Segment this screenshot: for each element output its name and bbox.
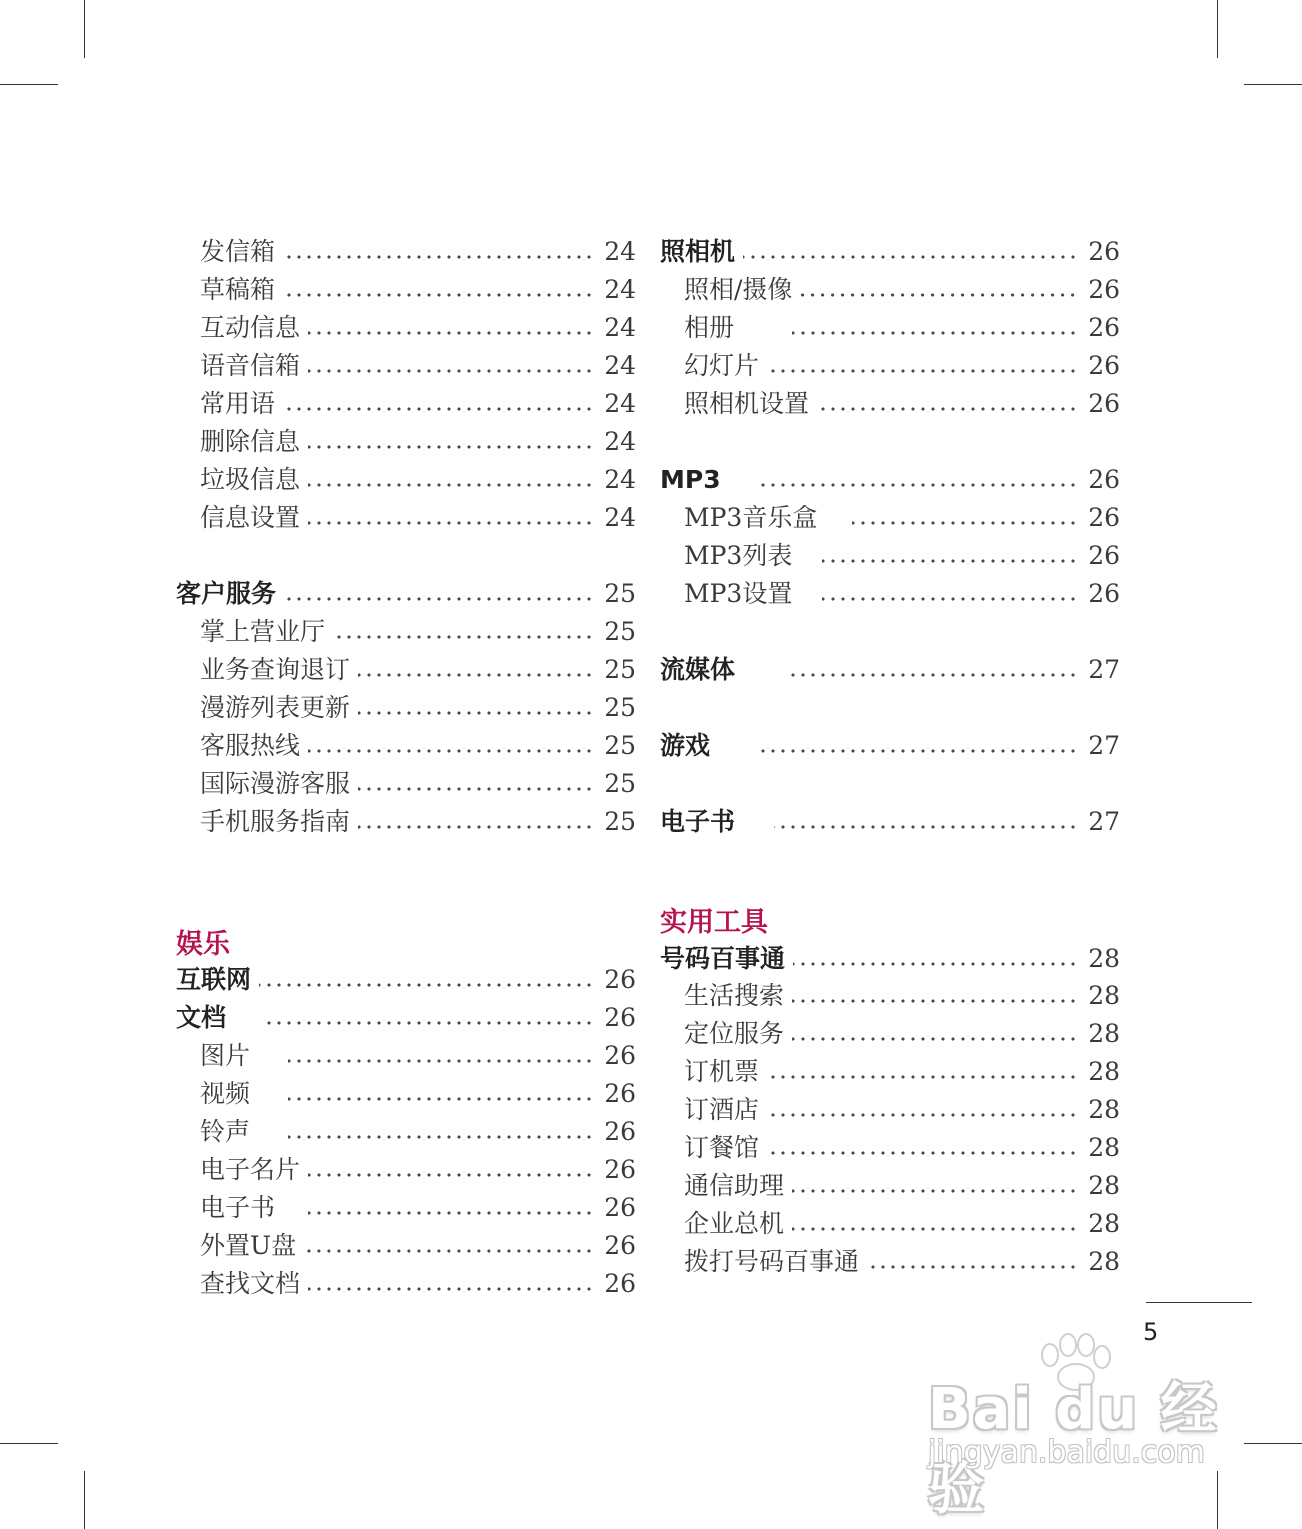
toc-entry[interactable] [660,1129,1120,1167]
dot-leader [792,1189,1078,1193]
entry-label: 订餐馆 [684,1133,760,1162]
watermark-url: jingyan.baidu.com [928,1435,1205,1470]
entry-label: 漫游列表更新 [200,693,351,722]
toc-entry[interactable] [176,271,636,309]
entry-page: 26 [604,965,636,994]
toc-entry[interactable] [660,1167,1120,1205]
entry-label: 客服热线 [200,731,301,760]
baidu-watermark [920,1335,1240,1522]
toc-entry[interactable] [176,613,636,651]
toc-entry[interactable] [176,1227,636,1265]
entry-label: 照相/摄像 [684,275,793,304]
dot-leader [308,1287,594,1291]
entry-page: 26 [1088,541,1120,570]
dot-leader [308,521,594,525]
entry-page: 24 [604,351,636,380]
entry-label: 定位服务 [684,1019,785,1048]
entry-label: 幻灯片 [684,351,760,380]
dot-leader [288,1097,594,1101]
crop-mark [1217,0,1218,58]
toc-entry[interactable] [176,233,636,271]
entry-page: 24 [604,427,636,456]
entry-page: 24 [604,313,636,342]
toc-entry[interactable] [660,1015,1120,1053]
dot-leader [358,673,594,677]
dot-leader [743,255,1078,259]
entry-label: 游戏 [660,731,711,760]
toc-entry[interactable] [660,1243,1120,1281]
entry-label: 相册 [684,313,735,342]
page-number: 5 [1143,1318,1159,1346]
entry-page: 25 [604,617,636,646]
toc-entry[interactable] [176,765,636,803]
entry-page: 26 [604,1193,636,1222]
entry-page: 26 [604,1003,636,1032]
toc-entry[interactable] [660,499,1120,537]
dot-leader [304,1249,594,1253]
toc-entry[interactable] [176,423,636,461]
entry-page: 25 [604,579,636,608]
toc-entry[interactable] [176,309,636,347]
entry-page: 26 [604,1117,636,1146]
toc-heading-mp3[interactable] [660,461,1120,499]
dot-leader [767,1151,1078,1155]
toc-entry[interactable] [176,651,636,689]
entry-page: 26 [1088,579,1120,608]
crop-mark [84,0,85,58]
section-title-tools: 实用工具 [660,907,768,938]
entry-label: 客户服务 [176,579,277,608]
dot-leader [308,1173,594,1177]
entry-label: 语音信箱 [200,351,301,380]
dot-leader [283,407,594,411]
section-title-entertainment: 娱乐 [176,929,230,960]
entry-page: 25 [604,807,636,836]
dot-leader [288,1059,594,1063]
entry-label: 垃圾信息 [200,465,301,494]
dot-leader [308,369,594,373]
toc-entry[interactable] [176,499,636,537]
entry-label: 手机服务指南 [200,807,351,836]
toc-entry[interactable] [660,537,1120,575]
entry-page: 28 [1088,1095,1120,1124]
toc-entry[interactable] [660,1053,1120,1091]
entry-label: 电子名片 [200,1155,301,1184]
entry-page: 26 [1088,389,1120,418]
dot-leader [308,749,594,753]
crop-mark [1244,1443,1302,1444]
dot-leader [852,521,1078,525]
entry-label: 删除信息 [200,427,301,456]
entry-page: 26 [604,1269,636,1298]
crop-mark [0,1443,58,1444]
entry-label: 订机票 [684,1057,760,1086]
toc-heading-documents[interactable] [176,999,636,1037]
entry-page: 26 [604,1155,636,1184]
watermark-logo: Bai du 经验 [928,1377,1219,1522]
dot-leader [283,255,594,259]
toc-heading-customer-service[interactable] [176,575,636,613]
dot-leader [867,1265,1078,1269]
dot-leader [308,483,594,487]
dot-leader [358,825,594,829]
entry-page: 24 [604,503,636,532]
dot-leader [308,1211,594,1215]
entry-page: 26 [604,1041,636,1070]
dot-leader [288,1135,594,1139]
entry-page: 24 [604,465,636,494]
toc-heading-games[interactable] [660,727,1120,765]
dot-leader [774,825,1078,829]
entry-label: 信息设置 [200,503,301,532]
entry-page: 26 [1088,237,1120,266]
dot-leader [308,445,594,449]
entry-page: 28 [1088,1247,1120,1276]
entry-page: 26 [1088,465,1120,494]
entry-label: 发信箱 [200,237,276,266]
entry-label: 互联网 [176,965,252,994]
toc-entry[interactable] [176,803,636,841]
dot-leader [817,407,1078,411]
toc-entry[interactable] [176,461,636,499]
toc-entry[interactable] [660,575,1120,613]
toc-entry[interactable] [176,1113,636,1151]
dot-leader [792,999,1078,1003]
dot-leader [822,559,1078,563]
entry-label: 企业总机 [684,1209,785,1238]
crop-mark [84,1471,85,1529]
dot-leader [308,331,594,335]
toc-entry[interactable] [176,1151,636,1189]
entry-label: 查找文档 [200,1269,301,1298]
toc-entry[interactable] [660,309,1120,347]
entry-page: 26 [1088,351,1120,380]
entry-label: 铃声 [200,1117,251,1146]
entry-label: 文档 [176,1003,227,1032]
dot-leader [358,711,594,715]
entry-page: 26 [604,1231,636,1260]
toc-entry[interactable] [176,1037,636,1075]
dot-leader [760,483,1078,487]
entry-label: MP3列表 [684,541,793,570]
toc-entry[interactable] [660,271,1120,309]
toc-heading-internet[interactable] [176,961,636,999]
entry-label: 图片 [200,1041,251,1070]
dot-leader [767,369,1078,373]
entry-page: 28 [1088,1133,1120,1162]
entry-label: 电子书 [200,1193,276,1222]
crop-mark [1244,84,1302,85]
entry-label: 常用语 [200,389,276,418]
toc-entry[interactable] [660,977,1120,1015]
entry-page: 27 [1088,655,1120,684]
toc-entry[interactable] [176,1189,636,1227]
entry-page: 28 [1088,944,1120,973]
toc-entry[interactable] [660,385,1120,423]
dot-leader [284,597,594,601]
entry-page: 28 [1088,1209,1120,1238]
toc-heading-streaming[interactable] [660,651,1120,689]
entry-page: 24 [604,275,636,304]
entry-label: 外置U盘 [200,1231,297,1260]
entry-page: 25 [604,693,636,722]
toc-entry[interactable] [660,1091,1120,1129]
dot-leader [333,635,594,639]
entry-label: 通信助理 [684,1171,785,1200]
toc-entry[interactable] [176,347,636,385]
dot-leader [358,787,594,791]
entry-page: 25 [604,769,636,798]
entry-page: 27 [1088,731,1120,760]
toc-entry[interactable] [176,727,636,765]
entry-label: 互动信息 [200,313,301,342]
entry-label: 照相机 [660,237,736,266]
toc-entry[interactable] [176,1265,636,1303]
entry-label: 国际漫游客服 [200,769,351,798]
entry-label: 订酒店 [684,1095,760,1124]
entry-label: 电子书 [660,807,736,836]
toc-entry[interactable] [660,347,1120,385]
toc-entry[interactable] [660,1205,1120,1243]
entry-page: 24 [604,389,636,418]
page-number-rule [1146,1302,1252,1303]
entry-label: MP3设置 [684,579,793,608]
entry-page: 24 [604,237,636,266]
entry-page: 28 [1088,981,1120,1010]
toc-entry[interactable] [176,385,636,423]
dot-leader [788,673,1078,677]
dot-leader [792,1037,1078,1041]
dot-leader [767,1113,1078,1117]
entry-label: MP3 [660,465,721,494]
dot-leader [822,597,1078,601]
entry-label: 流媒体 [660,655,736,684]
crop-mark [0,84,58,85]
entry-page: 25 [604,731,636,760]
toc-entry[interactable] [176,689,636,727]
toc-entry[interactable] [176,1075,636,1113]
entry-label: 草稿箱 [200,275,276,304]
entry-label: 号码百事通 [660,944,786,973]
dot-leader [283,293,594,297]
entry-page: 28 [1088,1171,1120,1200]
toc-heading-directory[interactable] [660,940,1120,978]
dot-leader [792,1227,1078,1231]
dot-leader [767,1075,1078,1079]
entry-label: 业务查询退订 [200,655,351,684]
entry-page: 26 [1088,503,1120,532]
entry-label: 拨打号码百事通 [684,1247,860,1276]
dot-leader [259,983,594,987]
entry-page: 28 [1088,1019,1120,1048]
entry-label: 视频 [200,1079,251,1108]
entry-page: 25 [604,655,636,684]
dot-leader [793,962,1078,966]
entry-page: 26 [1088,275,1120,304]
dot-leader [264,1021,594,1025]
entry-page: 28 [1088,1057,1120,1086]
dot-leader [800,293,1078,297]
entry-page: 27 [1088,807,1120,836]
entry-label: 掌上营业厅 [200,617,326,646]
entry-label: MP3音乐盒 [684,503,818,532]
entry-page: 26 [604,1079,636,1108]
toc-heading-ebook[interactable] [660,803,1120,841]
entry-label: 生活搜索 [684,981,785,1010]
entry-page: 26 [1088,313,1120,342]
toc-heading-camera[interactable] [660,233,1120,271]
dot-leader [760,749,1078,753]
dot-leader [792,331,1078,335]
entry-label: 照相机设置 [684,389,810,418]
